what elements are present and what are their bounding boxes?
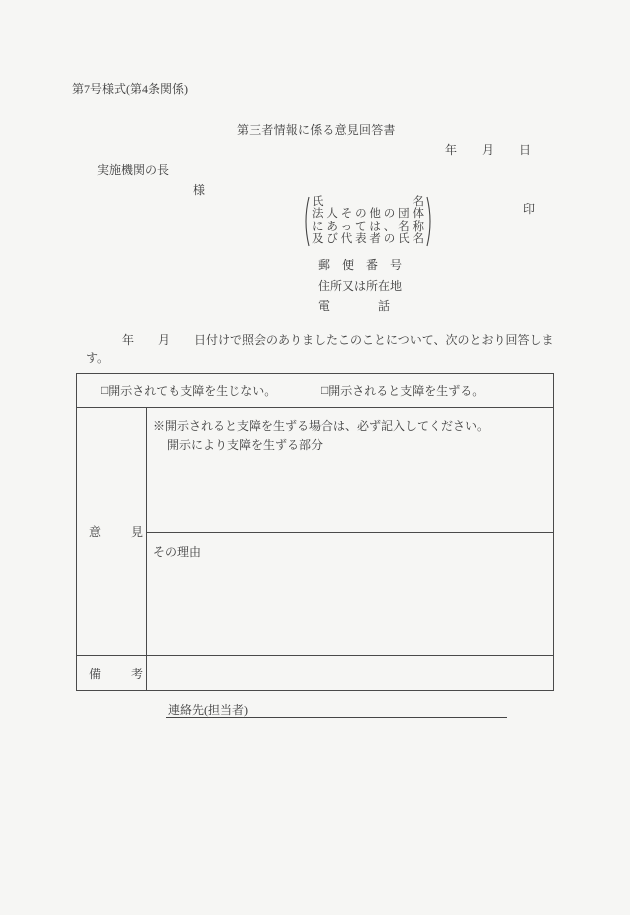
postal-code-label: 郵 便 番 号	[318, 258, 403, 272]
body-text-line2: す。	[86, 351, 110, 365]
seal-mark: 印	[523, 202, 536, 216]
right-bracket-icon	[426, 196, 434, 247]
addressee-office: 実施機関の長	[97, 163, 170, 177]
form-code: 第7号様式(第4条関係)	[72, 82, 188, 96]
opinion-label: 意 見	[89, 525, 143, 539]
note-line2: 開示により支障を生ずる部分	[167, 438, 324, 452]
remarks-label: 備 考	[89, 666, 143, 681]
sender-name-note-lines	[312, 196, 424, 247]
remarks-label-cell	[77, 656, 147, 690]
name-note-line4: 及び代表者の氏名	[312, 233, 424, 246]
option-objection[interactable]	[321, 374, 484, 407]
checkbox-row	[77, 374, 553, 408]
name-note-line3: にあっては、名称	[312, 220, 424, 233]
remarks-row	[77, 656, 553, 690]
note-line1: ※開示されると支障を生ずる場合は、必ず記入してください。	[153, 419, 490, 433]
checkbox-no-objection-icon[interactable]: □	[101, 383, 109, 397]
remarks-field[interactable]	[147, 656, 553, 690]
sender-name-note	[302, 196, 434, 247]
date-day-label: 日	[519, 143, 532, 157]
name-label-line: 氏 名	[312, 196, 424, 208]
opinion-content	[147, 408, 553, 655]
opinion-label-cell	[77, 408, 147, 655]
option-objection-label: 開示されると支障を生ずる。	[328, 384, 485, 398]
address-label: 住所又は所在地	[318, 279, 403, 293]
contact-label: 連絡先(担当者)	[168, 703, 248, 717]
opinion-row	[77, 408, 553, 656]
date-line	[445, 141, 531, 158]
contact-line[interactable]	[166, 701, 507, 718]
addressee-honorific: 様	[193, 183, 206, 197]
reason-field[interactable]	[147, 533, 553, 655]
option-no-objection-label: 開示されても支障を生じない。	[108, 384, 277, 398]
date-year-label: 年	[445, 143, 458, 157]
checkbox-objection-icon[interactable]: □	[321, 383, 329, 397]
objection-part-field[interactable]	[147, 408, 553, 533]
reason-label: その理由	[153, 545, 202, 559]
phone-label: 電 話	[318, 299, 391, 313]
option-no-objection[interactable]	[101, 374, 276, 407]
date-month-label: 月	[482, 143, 495, 157]
body-text-line1: 年 月 日付けで照会のありましたこのことについて、次のとおり回答しま	[122, 333, 554, 347]
page-title: 第三者情報に係る意見回答書	[237, 123, 396, 137]
opinion-table	[76, 373, 554, 691]
name-note-line2: 法人その他の団体	[312, 208, 424, 221]
left-bracket-icon	[302, 196, 310, 247]
